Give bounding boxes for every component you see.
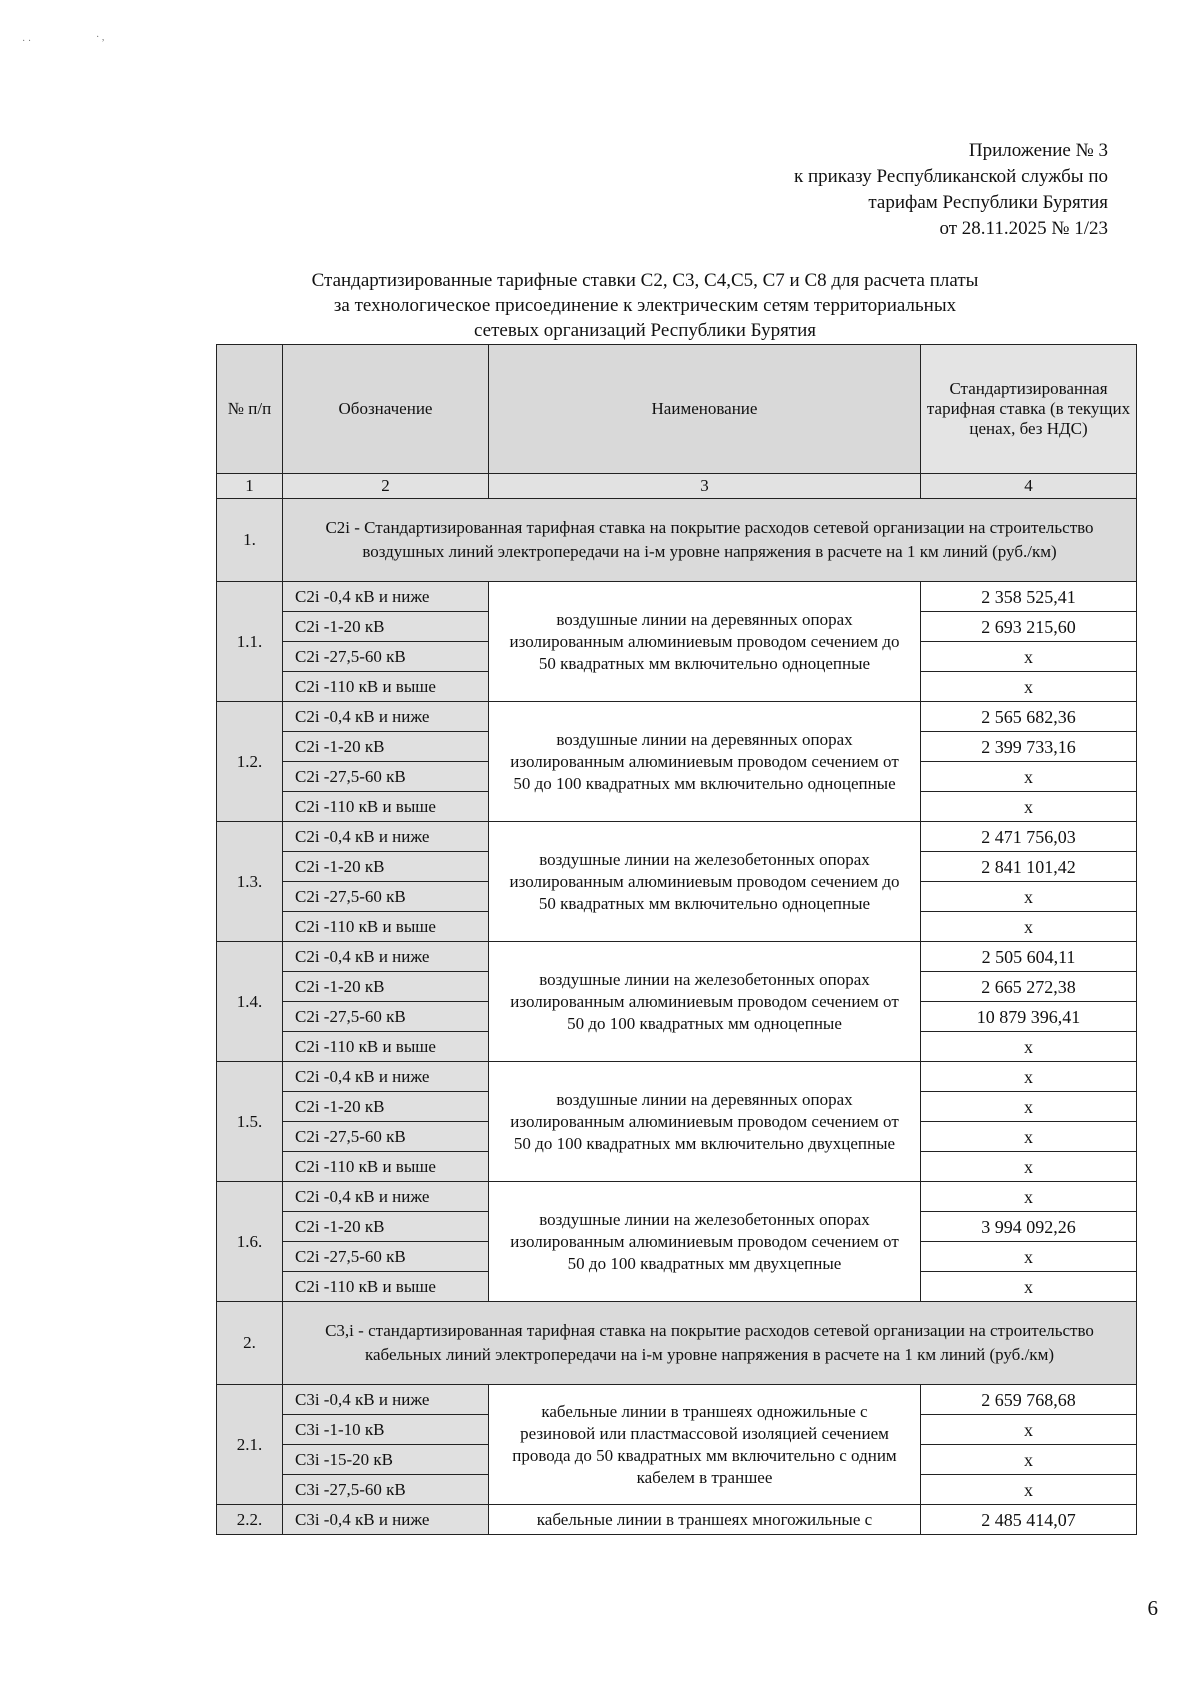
designation-cell: С2i -0,4 кВ и ниже — [283, 822, 489, 852]
designation-cell: С2i -0,4 кВ и ниже — [283, 582, 489, 612]
title-line: сетевых организаций Республики Бурятия — [473, 320, 817, 341]
designation-cell: С2i -110 кВ и выше — [283, 792, 489, 822]
rate-value-cell: х — [921, 912, 1137, 942]
section-heading: С3,i - стандартизированная тарифная ставка на покрытие расходов сетевой организации на строительство кабельных линий электропередачи на i-м уровне напряжения в расчете на 1 км линий (руб./км) — [283, 1302, 1137, 1385]
designation-cell: С2i -1-20 кВ — [283, 972, 489, 1002]
rate-value-cell: х — [921, 642, 1137, 672]
row-group-num: 1.3. — [217, 822, 283, 942]
row-group-num: 1.6. — [217, 1182, 283, 1302]
rate-value-cell: 2 505 604,11 — [921, 942, 1137, 972]
description-cell: воздушные линии на железобетонных опорах изолированным алюминиевым проводом сечением до 50 квадратных мм включительно одноцепные — [489, 822, 921, 942]
description-cell: воздушные линии на деревянных опорах изолированным алюминиевым проводом сечением до 50 квадратных мм включительно одноцепные — [489, 582, 921, 702]
designation-cell: С2i -27,5-60 кВ — [283, 882, 489, 912]
rate-value-cell: х — [921, 672, 1137, 702]
table-row — [217, 702, 1137, 732]
rate-value-cell: 2 399 733,16 — [921, 732, 1137, 762]
designation-cell: С2i -1-20 кВ — [283, 1212, 489, 1242]
row-group-num: 1.5. — [217, 1062, 283, 1182]
annex-line: к приказу Республиканской службы по — [793, 166, 1108, 187]
description-cell: кабельные линии в траншеях многожильные с — [489, 1505, 921, 1535]
title-line: Стандартизированные тарифные ставки С2, С3, С4,С5, С7 и С8 для расчета платы — [311, 270, 979, 291]
table-row — [217, 1062, 1137, 1092]
annex-line: Приложение № 3 — [968, 140, 1108, 161]
rate-value-cell: 2 358 525,41 — [921, 582, 1137, 612]
designation-cell: С2i -1-20 кВ — [283, 852, 489, 882]
rate-value-cell: х — [921, 1415, 1137, 1445]
rate-value-cell: х — [921, 1122, 1137, 1152]
rate-value-cell: х — [921, 792, 1137, 822]
designation-cell: С2i -0,4 кВ и ниже — [283, 702, 489, 732]
rate-value-cell: х — [921, 762, 1137, 792]
designation-cell: С2i -27,5-60 кВ — [283, 762, 489, 792]
row-group-num: 2.2. — [217, 1505, 283, 1535]
rate-value-cell: 2 659 768,68 — [921, 1385, 1137, 1415]
rate-value-cell: х — [921, 1242, 1137, 1272]
rate-value-cell: 2 665 272,38 — [921, 972, 1137, 1002]
rate-value-cell: х — [921, 882, 1137, 912]
annex-line: тарифам Республики Бурятия — [868, 192, 1108, 213]
designation-cell: С2i -0,4 кВ и ниже — [283, 942, 489, 972]
page-number: 6 — [1147, 1596, 1158, 1620]
rate-value-cell: 3 994 092,26 — [921, 1212, 1137, 1242]
rate-value-cell: х — [921, 1032, 1137, 1062]
description-cell: воздушные линии на железобетонных опорах изолированным алюминиевым проводом сечением от 50 до 100 квадратных мм двухцепные — [489, 1182, 921, 1302]
designation-cell: С2i -27,5-60 кВ — [283, 1002, 489, 1032]
designation-cell: С2i -27,5-60 кВ — [283, 1242, 489, 1272]
rate-value-cell: 2 841 101,42 — [921, 852, 1137, 882]
description-cell: кабельные линии в траншеях одножильные с резиновой или пластмассовой изоляцией сечением провода до 50 квадратных мм включительно с одним кабелем в траншее — [489, 1385, 921, 1505]
description-cell: воздушные линии на деревянных опорах изолированным алюминиевым проводом сечением от 50 до 100 квадратных мм включительно двухцепные — [489, 1062, 921, 1182]
rate-value-cell: х — [921, 1445, 1137, 1475]
rate-value-cell: х — [921, 1062, 1137, 1092]
designation-cell: С2i -0,4 кВ и ниже — [283, 1062, 489, 1092]
column-number: 2 — [283, 474, 489, 499]
description-cell: воздушные линии на деревянных опорах изолированным алюминиевым проводом сечением от 50 до 100 квадратных мм включительно одноцепные — [489, 702, 921, 822]
designation-cell: С3i -27,5-60 кВ — [283, 1475, 489, 1505]
designation-cell: С3i -1-10 кВ — [283, 1415, 489, 1445]
rate-value-cell: 2 693 215,60 — [921, 612, 1137, 642]
table-row — [217, 822, 1137, 852]
rate-value-cell: х — [921, 1182, 1137, 1212]
rate-value-cell: х — [921, 1152, 1137, 1182]
designation-cell: С2i -27,5-60 кВ — [283, 1122, 489, 1152]
annex-line: от 28.11.2025 № 1/23 — [939, 218, 1108, 239]
annex-header — [794, 138, 1108, 242]
designation-cell: С2i -0,4 кВ и ниже — [283, 1182, 489, 1212]
scan-speck: · , — [96, 32, 105, 43]
section-num: 1. — [217, 499, 283, 582]
table-row — [217, 1505, 1137, 1535]
designation-cell: С2i -110 кВ и выше — [283, 1032, 489, 1062]
designation-cell: С2i -110 кВ и выше — [283, 672, 489, 702]
document-title — [215, 268, 1075, 343]
table-row — [217, 1385, 1137, 1415]
column-number: 3 — [489, 474, 921, 499]
header-num: № п/п — [217, 345, 283, 474]
table-row — [217, 942, 1137, 972]
designation-cell: С2i -1-20 кВ — [283, 732, 489, 762]
section-num: 2. — [217, 1302, 283, 1385]
column-number-row — [217, 474, 1137, 499]
section-row — [217, 1302, 1137, 1385]
designation-cell: С2i -110 кВ и выше — [283, 1272, 489, 1302]
title-line: за технологическое присоединение к электрическим сетям территориальных — [333, 295, 957, 316]
rate-value-cell: х — [921, 1092, 1137, 1122]
row-group-num: 2.1. — [217, 1385, 283, 1505]
table-header-row — [217, 345, 1137, 474]
tariff-table — [216, 344, 1137, 1535]
scan-speck: · · — [22, 36, 32, 47]
designation-cell: С2i -110 кВ и выше — [283, 1152, 489, 1182]
column-number: 4 — [921, 474, 1137, 499]
column-number: 1 — [217, 474, 283, 499]
rate-value-cell: х — [921, 1272, 1137, 1302]
rate-value-cell: 2 485 414,07 — [921, 1505, 1137, 1535]
rate-value-cell: 2 565 682,36 — [921, 702, 1137, 732]
row-group-num: 1.4. — [217, 942, 283, 1062]
table-body — [217, 499, 1137, 1535]
description-cell: воздушные линии на железобетонных опорах изолированным алюминиевым проводом сечением от 50 до 100 квадратных мм одноцепные — [489, 942, 921, 1062]
designation-cell: С3i -0,4 кВ и ниже — [283, 1385, 489, 1415]
designation-cell: С2i -1-20 кВ — [283, 612, 489, 642]
designation-cell: С3i -0,4 кВ и ниже — [283, 1505, 489, 1535]
row-group-num: 1.2. — [217, 702, 283, 822]
section-row — [217, 499, 1137, 582]
rate-value-cell: 2 471 756,03 — [921, 822, 1137, 852]
header-rate: Стандартизированная тарифная ставка (в текущих ценах, без НДС) — [921, 345, 1137, 474]
table-row — [217, 1182, 1137, 1212]
header-code: Обозначение — [283, 345, 489, 474]
header-name: Наименование — [489, 345, 921, 474]
section-heading: С2i - Стандартизированная тарифная ставка на покрытие расходов сетевой организации на строительство воздушных линий электропередачи на i-м уровне напряжения в расчете на 1 км линий (руб./км) — [283, 499, 1137, 582]
rate-value-cell: х — [921, 1475, 1137, 1505]
designation-cell: С2i -1-20 кВ — [283, 1092, 489, 1122]
rate-value-cell: 10 879 396,41 — [921, 1002, 1137, 1032]
designation-cell: С3i -15-20 кВ — [283, 1445, 489, 1475]
row-group-num: 1.1. — [217, 582, 283, 702]
table-row — [217, 582, 1137, 612]
designation-cell: С2i -27,5-60 кВ — [283, 642, 489, 672]
designation-cell: С2i -110 кВ и выше — [283, 912, 489, 942]
